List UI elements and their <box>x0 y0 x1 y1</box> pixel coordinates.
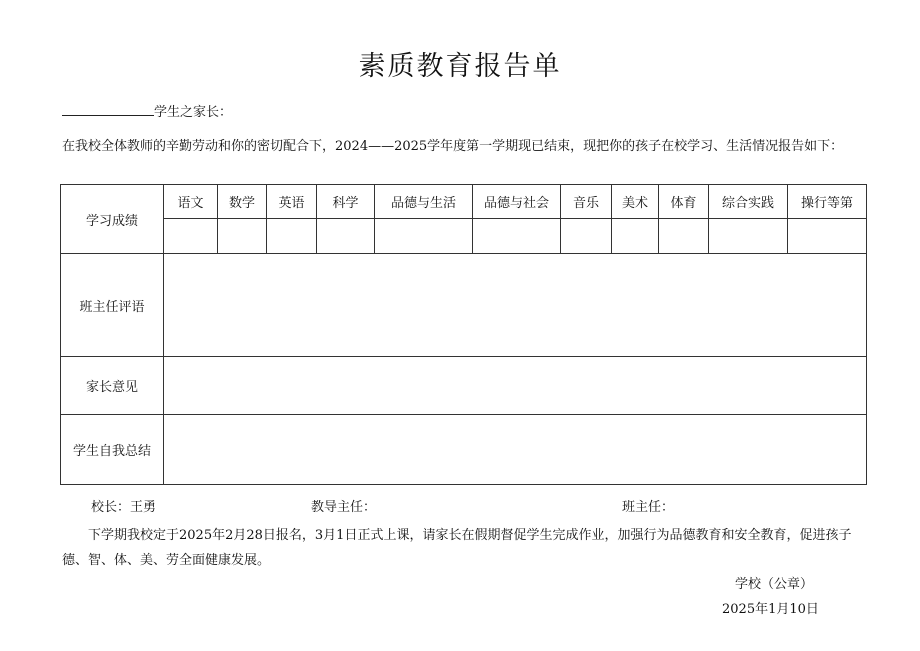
subject-header: 音乐 <box>561 185 612 219</box>
teacher-comment-field[interactable] <box>164 254 867 357</box>
parent-opinion-field[interactable] <box>164 357 867 415</box>
subject-header: 综合实践 <box>709 185 788 219</box>
grade-cell[interactable] <box>709 219 788 254</box>
self-summary-row <box>61 415 867 485</box>
principal-signature: 校长：王勇 <box>91 500 157 515</box>
self-summary-field[interactable] <box>164 415 867 485</box>
grade-cell[interactable] <box>317 219 375 254</box>
report-table <box>60 184 867 485</box>
salutation <box>62 101 232 120</box>
grade-cell[interactable] <box>267 219 317 254</box>
academic-director-signature: 教导主任： <box>311 500 377 515</box>
subject-header: 品德与生活 <box>375 185 473 219</box>
parent-opinion-label: 家长意见 <box>61 357 164 415</box>
teacher-comment-label: 班主任评语 <box>61 254 164 357</box>
subject-header: 数学 <box>218 185 267 219</box>
grade-cell[interactable] <box>375 219 473 254</box>
grades-row <box>61 219 867 254</box>
school-seal-label: 学校（公章） <box>735 577 814 592</box>
intro-paragraph: 在我校全体教师的辛勤劳动和你的密切配合下，2024——2025学年度第一学期现已结束，现把你的孩子在校学习、生活情况报告如下： <box>62 139 844 154</box>
grade-cell[interactable] <box>561 219 612 254</box>
salutation-text: 学生之家长： <box>154 105 233 120</box>
parent-opinion-row <box>61 357 867 415</box>
grade-cell[interactable] <box>659 219 709 254</box>
self-summary-label: 学生自我总结 <box>61 415 164 485</box>
parent-name-blank <box>62 103 154 116</box>
subject-header: 科学 <box>317 185 375 219</box>
notice-paragraph: 下学期我校定于2025年2月28日报名，3月1日正式上课，请家长在假期督促学生完成作业，加强行为品德教育和安全教育，促进孩子德、智、体、美、劳全面健康发展。 <box>62 528 852 568</box>
subject-header: 英语 <box>267 185 317 219</box>
grade-cell[interactable] <box>788 219 867 254</box>
teacher-comment-row <box>61 254 867 357</box>
subject-header: 美术 <box>612 185 659 219</box>
grade-cell[interactable] <box>164 219 218 254</box>
subject-header: 品德与社会 <box>473 185 561 219</box>
subject-header: 体育 <box>659 185 709 219</box>
grade-cell[interactable] <box>218 219 267 254</box>
subject-header: 操行等第 <box>788 185 867 219</box>
subject-header: 语文 <box>164 185 218 219</box>
issue-date: 2025年1月10日 <box>722 602 819 617</box>
grades-label: 学习成绩 <box>61 185 164 254</box>
subjects-row <box>61 185 867 219</box>
page-title: 素质教育报告单 <box>358 51 562 82</box>
grade-cell[interactable] <box>612 219 659 254</box>
head-teacher-signature: 班主任： <box>622 500 675 515</box>
grade-cell[interactable] <box>473 219 561 254</box>
